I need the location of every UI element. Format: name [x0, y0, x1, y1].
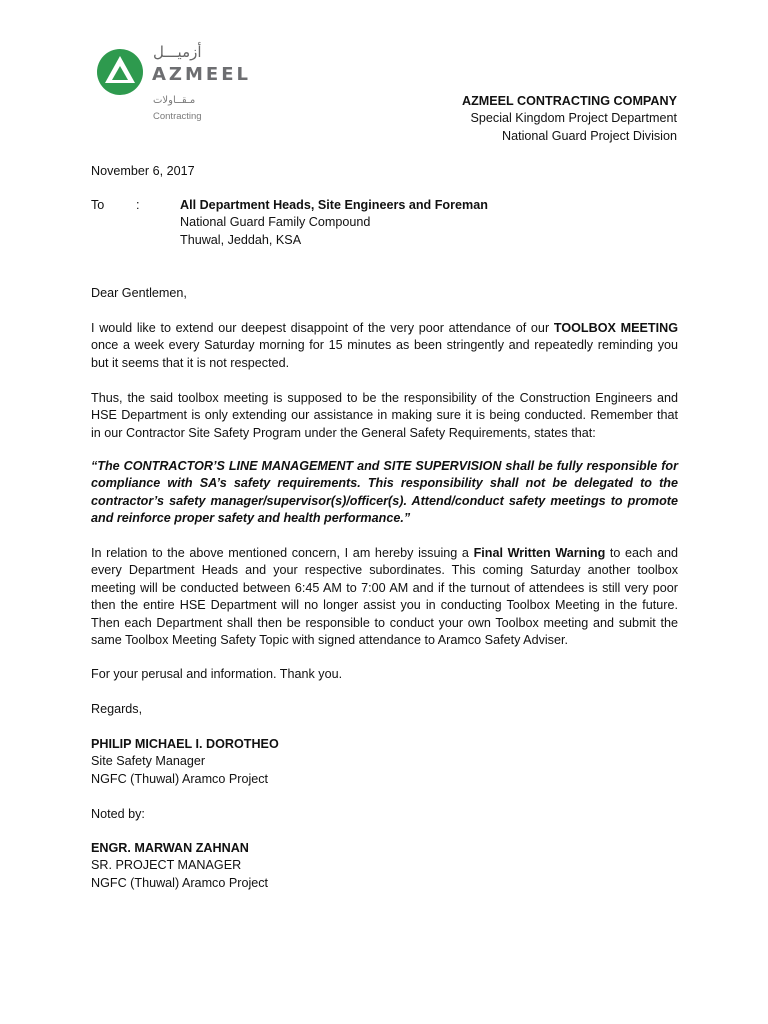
signatory-1-project: NGFC (Thuwal) Aramco Project [91, 771, 269, 786]
recipient-line-1: All Department Heads, Site Engineers and Foreman [180, 198, 488, 212]
to-label: To [91, 198, 105, 212]
closing-line: For your perusal and information. Thank you. [91, 667, 343, 681]
letter-date: November 6, 2017 [91, 164, 195, 178]
company-name: AZMEEL CONTRACTING COMPANY [461, 94, 677, 108]
paragraph-2: Thus, the said toolbox meeting is supposed to be the responsibility of the Construction Engineers and HSE Department is only extending our assistance in making sure it is being conducted. Remember that in our Contractor Site Safety Program under the General Safety Requirements, states that: [91, 391, 678, 440]
department-name: Special Kingdom Project Department [470, 111, 677, 126]
logo-english-name: AZMEEL [152, 64, 251, 85]
signatory-2-name: ENGR. MARWAN ZAHNAN [91, 841, 249, 855]
recipient-line-3: Thuwal, Jeddah, KSA [180, 232, 302, 247]
signatory-1-name: PHILIP MICHAEL I. DOROTHEO [91, 737, 279, 751]
signatory-2-title: SR. PROJECT MANAGER [91, 858, 242, 873]
signatory-2 [91, 840, 268, 892]
regards-line: Regards, [91, 702, 143, 716]
azmeel-logo-icon [95, 47, 145, 97]
salutation: Dear Gentlemen, [91, 286, 187, 300]
logo-sub: Contracting [153, 111, 202, 122]
signatory-1-title: Site Safety Manager [91, 754, 206, 769]
paragraph-1 [91, 320, 678, 372]
paragraph-1-text-a: I would like to extend our deepest disappoint of the very poor attendance of our [91, 321, 554, 335]
logo-arabic-name: أزميـــل [153, 43, 202, 61]
recipient-lines [180, 197, 600, 249]
paragraph-3 [91, 545, 678, 649]
signatory-2-project: NGFC (Thuwal) Aramco Project [91, 875, 269, 890]
company-logo [95, 44, 265, 126]
logo-arabic-sub: مـقــاولات [153, 95, 196, 106]
to-colon: : [136, 198, 140, 212]
paragraph-3-text-a: In relation to the above mentioned concern, I am hereby issuing a [91, 546, 474, 560]
noted-by-label: Noted by: [91, 807, 145, 821]
division-name: National Guard Project Division [502, 128, 677, 143]
signatory-1 [91, 736, 279, 788]
paragraph-3-text-b: to each and every Department Heads and your respective subordinates. This coming Saturday another toolbox meeting will be conducted between 6:45 AM to 7:00 AM and if the turnout of attendees is still very poor then the entire HSE Department will no longer assist you in conducting Toolbox Meeting in the future. Then each Department shall then be responsible to conduct your own Toolbox meeting and submit the same Toolbox Meeting Safety Topic with signed attendance to Aramco Safety Adviser. [91, 546, 678, 648]
paragraph-3-bold: Final Written Warning [473, 546, 606, 560]
paragraph-1-text-b: once a week every Saturday morning for 15 minutes as been stringently and repeatedly reminding you but it seems that it is not respected. [91, 338, 678, 370]
quote-paragraph: “The CONTRACTOR’S LINE MANAGEMENT and SITE SUPERVISION shall be fully responsible for compliance with SA’s safety requirements. This responsibility shall not be delegated to the contractor’s safety manager/supervisor(s)/officer(s). Attend/conduct safety meetings to promote and reinforce proper safety and health performance.” [91, 459, 678, 526]
paragraph-1-bold: TOOLBOX MEETING [553, 321, 678, 335]
recipient-line-2: National Guard Family Compound [180, 215, 371, 230]
company-header [462, 93, 677, 145]
